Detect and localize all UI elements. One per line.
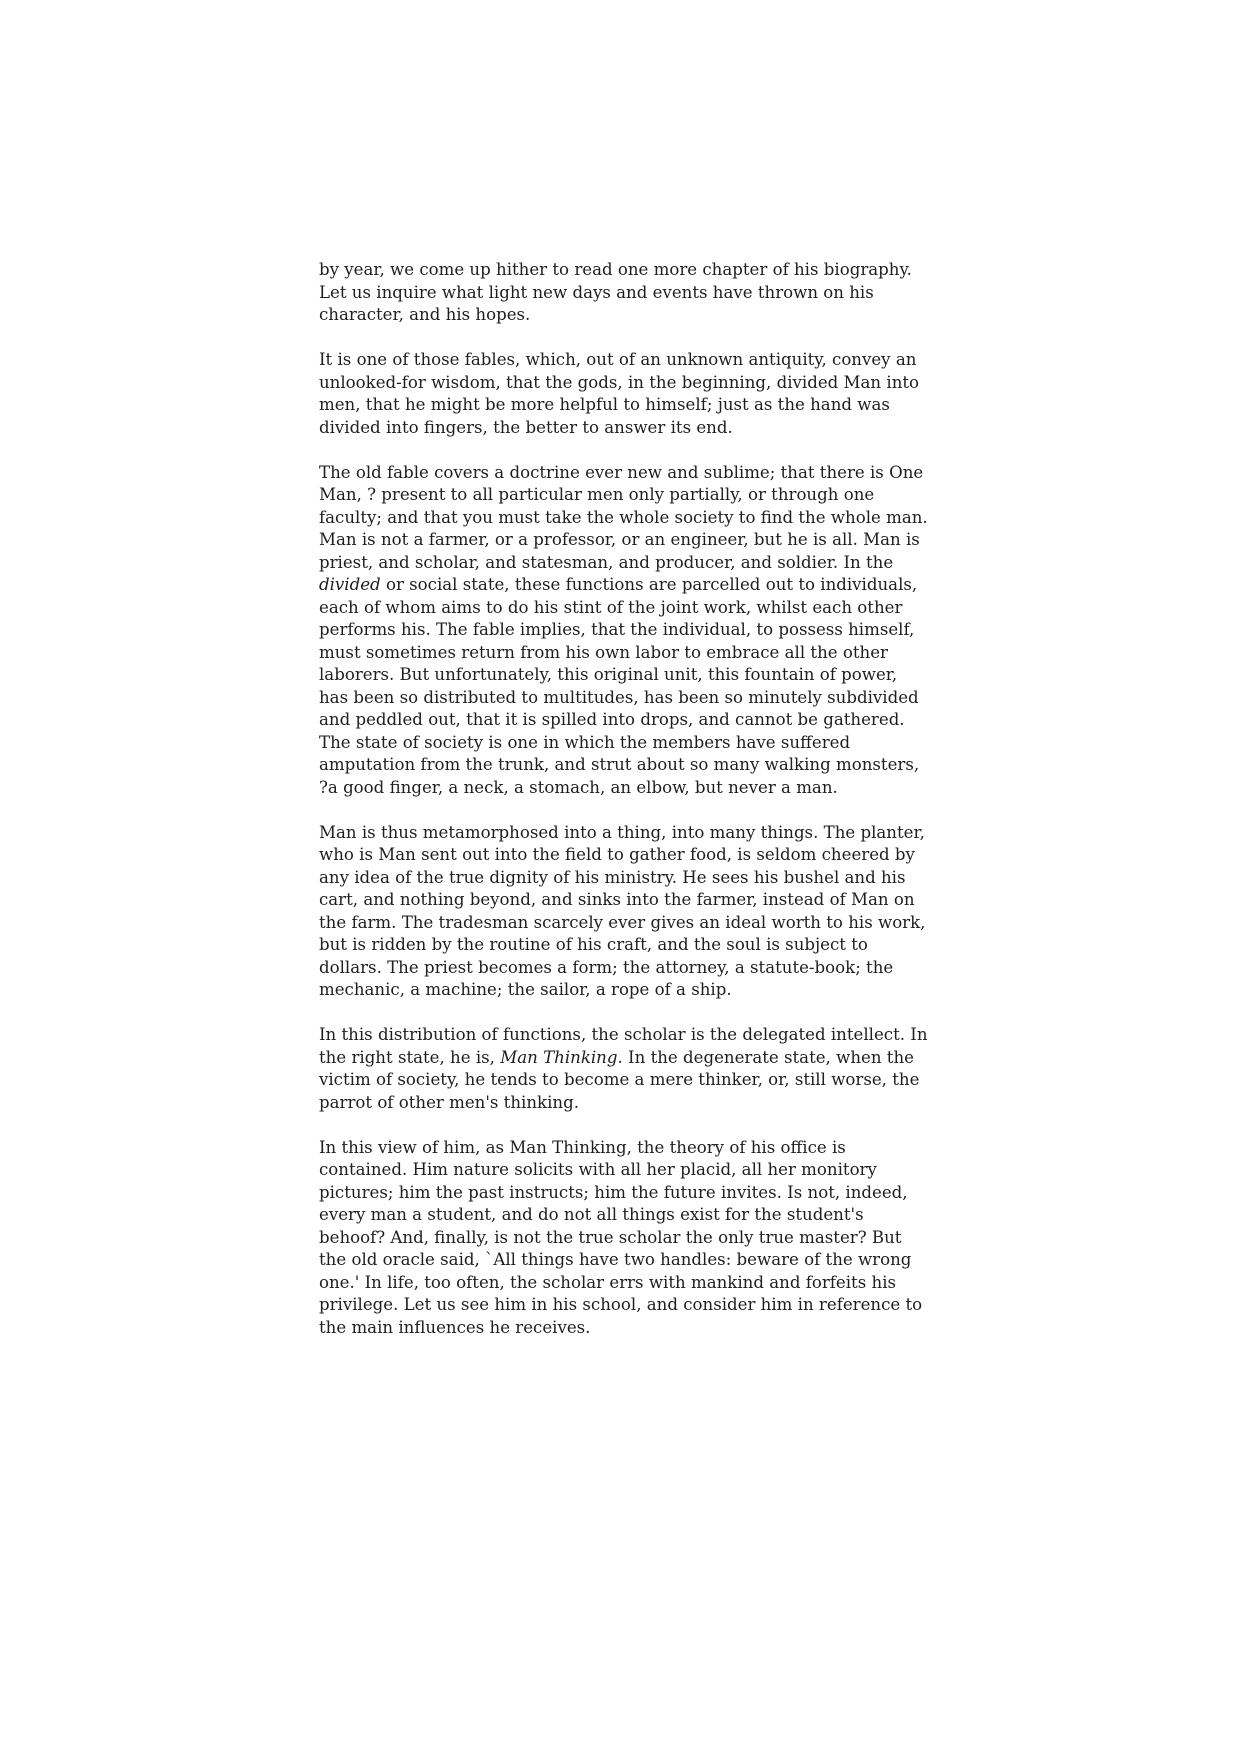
paragraph-3 [319, 462, 929, 800]
paragraph-text: or social state, these functions are parcelled out to individuals, each of whom aims to do his stint of the joint work, whilst each other performs his. The fable implies, that the individual, to possess himself, must sometimes return from his own labor to embrace all the other laborers. But unfortunately, this original unit, this fountain of power, has been so distributed to multitudes, has been so minutely subdivided and peddled out, that it is spilled into drops, and cannot be gathered. The state of society is one in which the members have suffered amputation from the trunk, and strut about so many walking monsters, ?a good finger, a neck, a stomach, an elbow, but never a man. [319, 575, 920, 797]
italic-word-divided: divided [319, 575, 381, 594]
paragraph-4 [319, 822, 929, 1002]
paragraph-text: . In the degenerate state, when the victim of society, he tends to become a mere thinker, or, still worse, the parrot of other men's thinking. [319, 1047, 920, 1112]
paragraph-1 [319, 259, 929, 327]
paragraph-text: In this view of him, as Man Thinking, the theory of his office is contained. Him nature solicits with all her placid, all her monitory pictures; him the past instructs; him the future invites. Is not, indeed, every man a student, and do not all things exist for the student's behoof? And, finally, is not the true scholar the only true master? But the old oracle said, `All things have two handles: beware of the wrong one.' In life, too often, the scholar errs with mankind and forfeits his privilege. Let us see him in his school, and consider him in reference to the main influences he receives. [319, 1137, 923, 1337]
document-page [319, 259, 929, 1339]
paragraph-text: It is one of those fables, which, out of an unknown antiquity, convey an unlooked-for wisdom, that the gods, in the beginning, divided Man into men, that he might be more helpful to himself; just as the hand was divided into fingers, the better to answer its end. [319, 350, 920, 437]
paragraph-5 [319, 1024, 929, 1114]
paragraph-2 [319, 349, 929, 439]
paragraph-text: The old fable covers a doctrine ever new and sublime; that there is One Man, ? present to all particular men only partially, or through one faculty; and that you must take the whole society to find the whole man. Man is not a farmer, or a professor, or an engineer, but he is all. Man is priest, and scholar, and statesman, and producer, and soldier. In the [319, 462, 928, 572]
paragraph-6 [319, 1137, 929, 1340]
italic-phrase-man-thinking: Man Thinking [500, 1047, 618, 1067]
paragraph-text: by year, we come up hither to read one more chapter of his biography. Let us inquire what light new days and events have thrown on his character, and his hopes. [319, 260, 912, 324]
paragraph-text: In this distribution of functions, the scholar is the delegated intellect. In the right state, he is, [319, 1025, 928, 1067]
paragraph-text: Man is thus metamorphosed into a thing, into many things. The planter, who is Man sent out into the field to gather food, is seldom cheered by any idea of the true dignity of his ministry. He sees his bushel and his cart, and nothing beyond, and sinks into the farmer, instead of Man on the farm. The tradesman scarcely ever gives an ideal worth to his work, but is ridden by the routine of his craft, and the soul is subject to dollars. The priest becomes a form; the attorney, a statute-book; the mechanic, a machine; the sailor, a rope of a ship. [319, 822, 926, 999]
